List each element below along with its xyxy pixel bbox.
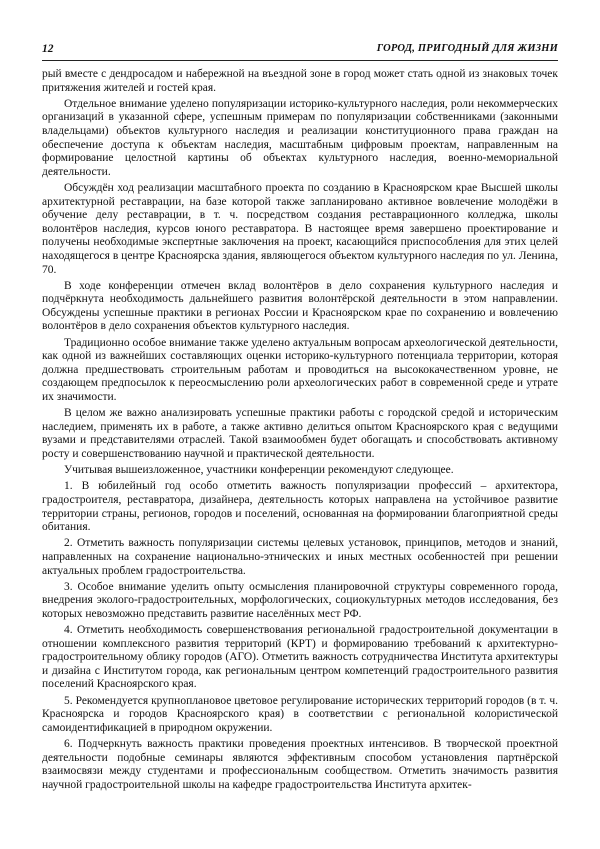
- paragraph: Отдельное внимание уделено популяризации историко-культурного наследия, роли некоммерческих организаций в указанной сфере, успешным примерам по популяризации собственниками (законными владельцами) объектов культурного наследия и реализации конституционного права граждан на обеспечение доступа к объектам наследия, масштабным цифровым проектам, направленным на формирование целостной картины об объектах культурного наследия, военно-мемориальной деятельности.: [42, 97, 558, 178]
- paragraph: Учитывая вышеизложенное, участники конференции рекомендуют следующее.: [64, 464, 454, 477]
- paragraph: Традиционно особое внимание также уделено актуальным вопросам археологической деятельности, как одной из важнейших составляющих оценки историко-культурного потенциала территории, которая должна предшествовать строительным работам и проводиться на высококачественном уровне, не создающем предпосылок к переосмыслению роли археологических работ в современной среде и утрате их значимости.: [42, 336, 558, 404]
- recommendation-item: 1. В юбилейный год особо отметить важность популяризации профессий – архитектора, градостроителя, реставратора, дизайнера, деятельность которых направлена на устойчивое развитие территории страны, регионов, городов и поселений, основанная на формировании благоприятной среды обитания.: [42, 480, 558, 534]
- recommendation-item: 2. Отметить важность популяризации системы целевых установок, принципов, методов и знаний, направленных на сохранение национально-этнических и иных местных особенностей при решении актуальных проблем градостроительства.: [42, 537, 558, 577]
- recommendation-item: 4. Отметить необходимость совершенствования региональной градостроительной документации в отношении комплексного развития территорий (КРТ) и формированию требований к архитектурно-градостроительному облику городов (АГО). Отметить важность сотрудничества Института архитектуры и дизайна с Институтом города, как региональным центром компетенций градостроительного развития поселений Красноярского края.: [42, 624, 558, 691]
- paragraph: В ходе конференции отмечен вклад волонтёров в дело сохранения культурного наследия и подчёркнута необходимость дальнейшего развития волонтёрской деятельности в этом направлении. Обсуждены успешные практики в регионах России и Красноярском крае по сохранению и вовлечению волонтёров в дело сохранения объектов культурного наследия.: [42, 279, 558, 333]
- recommendation-item: 5. Рекомендуется крупноплановое цветовое регулирование исторических территорий городов (в т. ч. Красноярска и городов Красноярского края) в соответствии с региональной колористической самоидентификацией в природном окружении.: [42, 694, 558, 734]
- page-number: 12: [42, 43, 54, 55]
- running-header: [42, 42, 558, 61]
- paragraph-continued: рый вместе с дендросадом и набережной на въездной зоне в город может стать одной из знаковых точек притяжения жителей и гостей края.: [42, 68, 558, 94]
- running-title: ГОРОД, ПРИГОДНЫЙ ДЛЯ ЖИЗНИ: [376, 43, 558, 54]
- paragraph: Обсуждён ход реализации масштабного проекта по созданию в Красноярском крае Высшей школы архитектурной реставрации, на базе которой также запланировано активное вовлечение молодёжи в обучение делу реставрации, в т. ч. посредством создания реставрационного колледжа, школы волонтёров наследия, курсов юного реставратора. В настоящее время завершено проектирование и получены необходимые экспертные заключения на проект, касающийся приспособления для этих целей находящегося в центре Красноярска здания, являющегося объектом культурного наследия по ул. Ленина, 70.: [42, 181, 558, 276]
- recommendation-item: 3. Особое внимание уделить опыту осмысления планировочной структуры современного города, внедрения эколого-градостроительных, морфологических, социокультурных методов исследования, без которых невозможно представить развитие населённых мест РФ.: [42, 580, 558, 620]
- paragraph: В целом же важно анализировать успешные практики работы с городской средой и историческим наследием, применять их в работе, а также активно делиться опытом Красноярского края с ведущими вузами и представителями отраслей. Такой взаимообмен будет обогащать и способствовать активному росту и совершенствованию научной и практической деятельности.: [42, 407, 558, 460]
- recommendation-item: 6. Подчеркнуть важность практики проведения проектных интенсивов. В творческой проектной деятельности подобные семинары являются эффективным способом установления партнёрской взаимосвязи между студентами и профессиональным сообществом. Отметить значимость развития научной градостроительной школы на кафедре градостроительства Института архитек-: [42, 738, 558, 791]
- body-text: [42, 68, 558, 795]
